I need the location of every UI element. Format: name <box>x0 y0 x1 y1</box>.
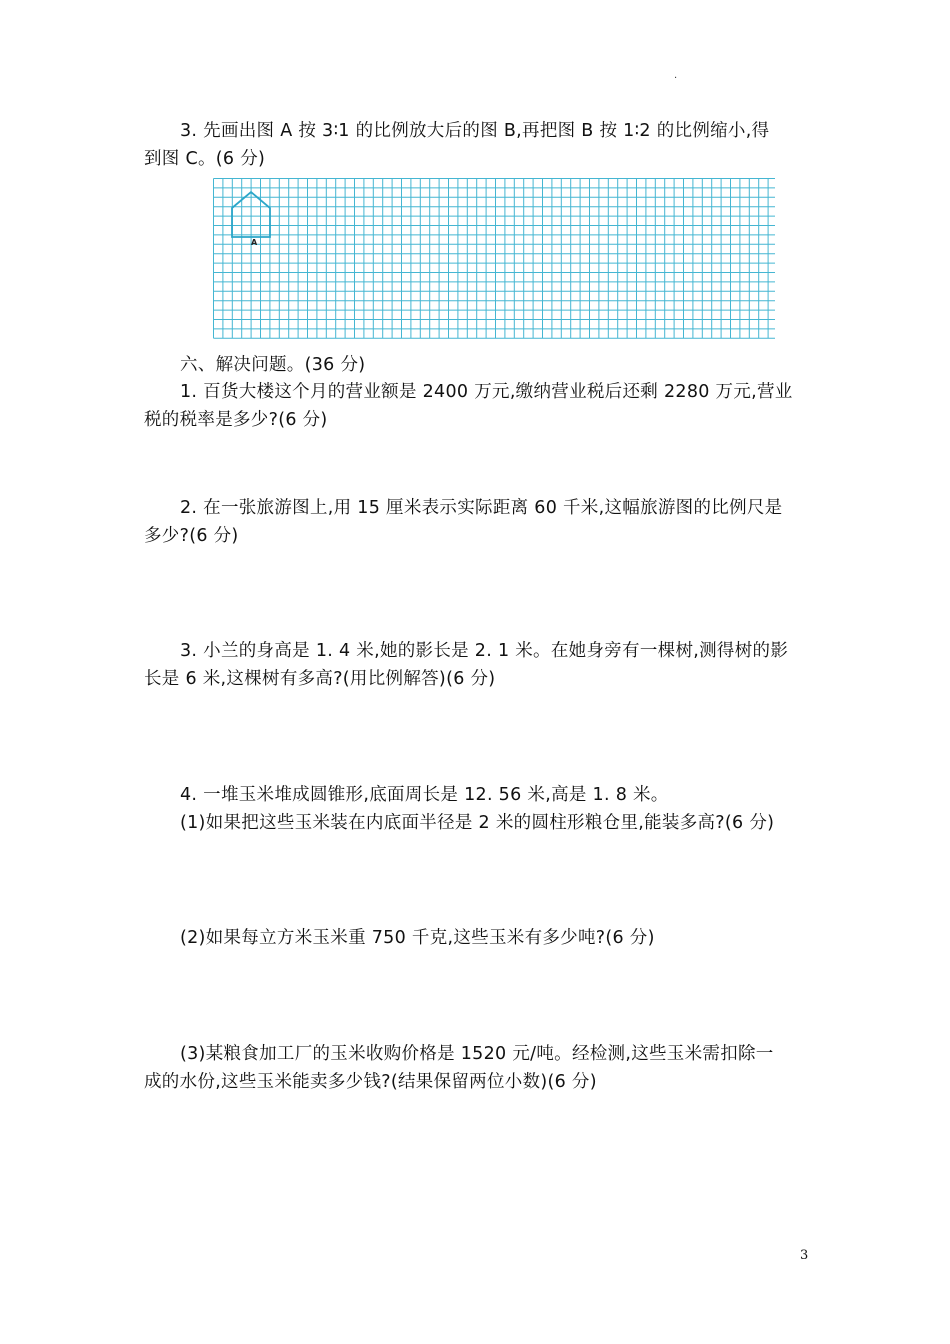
problem1-line2: 税的税率是多少?(6 分) <box>144 410 328 430</box>
problem2-line1: 2. 在一张旅游图上,用 15 厘米表示实际距离 60 千米,这幅旅游图的比例尺是 <box>180 498 783 518</box>
problem3-line1: 3. 小兰的身高是 1. 4 米,她的影长是 2. 1 米。在她身旁有一棵树,测得树的影 <box>180 641 789 661</box>
drawing-grid[interactable] <box>213 178 775 340</box>
problem2-line2: 多少?(6 分) <box>144 526 239 546</box>
grid-lines <box>214 179 776 339</box>
q3-draw-line1: 3. 先画出图 A 按 3∶1 的比例放大后的图 B,再把图 B 按 1∶2 的比例缩小,得 <box>180 121 770 141</box>
section6-title: 六、解决问题。(36 分) <box>180 355 366 375</box>
problem4-intro: 4. 一堆玉米堆成圆锥形,底面周长是 12. 56 米,高是 1. 8 米。 <box>180 785 669 805</box>
header-mark: . <box>674 70 678 81</box>
page-number: 3 <box>800 1248 809 1263</box>
problem1-line1: 1. 百货大楼这个月的营业额是 2400 万元,缴纳营业税后还剩 2280 万元,营业 <box>180 382 793 402</box>
problem4-sub2: (2)如果每立方米玉米重 750 千克,这些玉米有多少吨?(6 分) <box>180 928 655 948</box>
q3-draw-line2: 到图 C。(6 分) <box>144 149 266 169</box>
problem4-sub3-line2: 成的水份,这些玉米能卖多少钱?(结果保留两位小数)(6 分) <box>144 1072 597 1092</box>
problem3-line2: 长是 6 米,这棵树有多高?(用比例解答)(6 分) <box>144 669 496 689</box>
figure-a-label: A <box>251 238 258 247</box>
problem4-sub3-line1: (3)某粮食加工厂的玉米收购价格是 1520 元/吨。经检测,这些玉米需扣除一 <box>180 1044 774 1064</box>
problem4-sub1: (1)如果把这些玉米装在内底面半径是 2 米的圆柱形粮仓里,能装多高?(6 分) <box>180 813 775 833</box>
